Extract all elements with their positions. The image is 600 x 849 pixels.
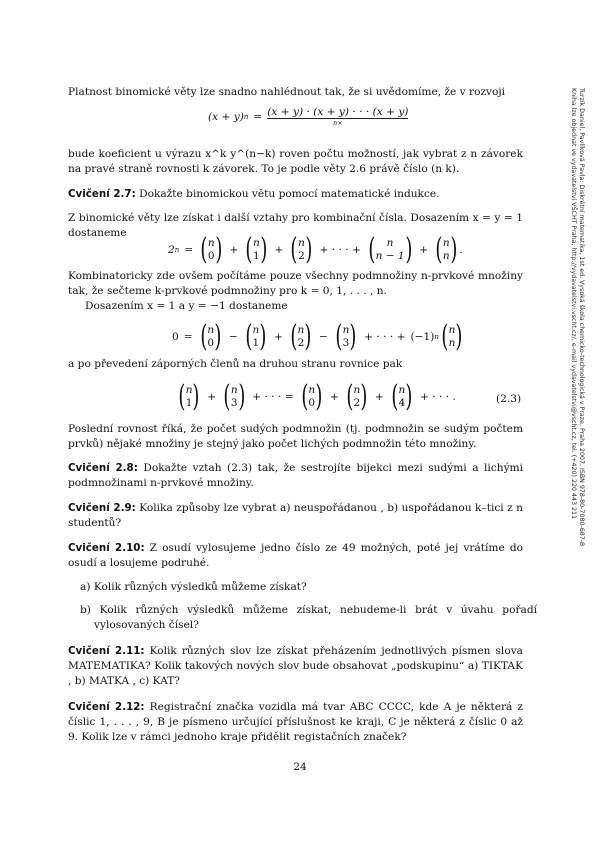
binomial-expansion-equation: (x + y) n = (x + y) · (x + y) · · · (x + y) n× bbox=[208, 106, 409, 127]
eq1-lhs: (x + y) bbox=[208, 111, 244, 123]
exercise-2-12-text: Registrační značka vozidla má tvar ABC CCCC, kde A je některá z číslic 1, . . . , 9, B je písmeno určující příslušnost ke kraji, C je některá z číslic 0 až 9. Kolik lze v rámci jednoho kraje přidělit registačních značek? bbox=[68, 701, 523, 743]
exercise-2-9 bbox=[68, 501, 523, 531]
sidebar-citation: Turzík Daniel, Pavlíková Pavla: Diskrétní matematika, 1st ed. Vysoká škola chemicko-technologická v Praze, Praha 2007. ISBN 978-80-7080-687-8 bbox=[578, 88, 585, 547]
exercise-2-9-text: Kolika způsoby lze vybrat a) neuspořádanou , b) uspořádanou k–tici z n studentů? bbox=[68, 502, 523, 529]
eq2-lhs: 2 bbox=[168, 244, 175, 256]
sum-of-binomials-equation: 2 n = ( n 0 ) + ( n 1 ) + ( n 2 ) + · · · + ( n n − 1 ) + ( n n ) . bbox=[168, 232, 463, 267]
eq1-rhs-product: (x + y) · (x + y) · · · (x + y) bbox=[267, 106, 409, 118]
eq2-lhs-exponent: n bbox=[174, 246, 180, 254]
page-number: 24 bbox=[293, 761, 307, 773]
intro-paragraph: Platnost binomické věty lze snadno nahlédnout tak, že si uvědomíme, že v rozvoji bbox=[68, 86, 506, 98]
exercise-2-8-text: Dokažte vztah (2.3) tak, že sestrojíte bijekci mezi sudými a lichými podmnožinami n-prvkové množiny. bbox=[68, 462, 523, 489]
exercise-2-10 bbox=[68, 541, 523, 571]
exercise-2-11-text: Kolik různých slov lze získat přeházením jednotlivých písmen slova MATEMATIKA? Kolik takových nových slov bude obsahovat „podskupinu“ a) TIKTAK , b) MATKA , c) KAT? bbox=[68, 645, 523, 687]
paragraph-rearrange: a po převedení záporných členů na druhou stranu rovnice pak bbox=[68, 358, 403, 370]
exercise-2-10-text: Z osudí vylosujeme jedno číslo ze 49 možných, poté jej vrátíme do osudí a losujeme podruhé. bbox=[68, 542, 523, 569]
exercise-2-7 bbox=[68, 187, 523, 202]
paragraph-combinatorial: Kombinatoricky zde ovšem počítáme pouze všechny podmnožiny n-prvkové množiny tak, že sečteme k-prvkové podmnožiny pro k = 0, 1, . . . , n. bbox=[68, 270, 523, 297]
exercise-2-10-part-b: b) Kolik různých výsledků můžeme získat, nebudeme-li brát v úvahu pořadí vylosovaných čísel? bbox=[80, 604, 537, 631]
sidebar-order-info: Kniha lze objednat ve vydavatelství VŠCHT Praha, http://vydavatelstvi.vscht.cz/, e-mail vydavatelstvi@vscht.cz, tel. (+420) 220 443 211 bbox=[570, 88, 577, 520]
exercise-2-10-label: Cvičení 2.10: bbox=[68, 542, 145, 554]
alternating-sum-equation: 0 = ( n 0 ) − ( n 1 ) + ( n 2 ) − ( n 3 ) + · · · + (−1) n ( n n ) bbox=[172, 319, 463, 354]
equation-number: (2.3) bbox=[496, 393, 522, 405]
exercise-2-7-label: Cvičení 2.7: bbox=[68, 188, 136, 200]
exercise-2-8-label: Cvičení 2.8: bbox=[68, 462, 138, 474]
publication-sidebar bbox=[569, 88, 585, 548]
eq1-lhs-exponent: n bbox=[243, 113, 249, 121]
paragraph-substitution-1: Z binomické věty lze získat i další vztahy pro kombinační čísla. Dosazením x = y = 1 dostaneme bbox=[68, 212, 523, 239]
exercise-2-7-text: Dokažte binomickou větu pomocí matematické indukce. bbox=[139, 188, 440, 200]
exercise-2-11-label: Cvičení 2.11: bbox=[68, 645, 145, 657]
paragraph-substitution-2: Dosazením x = 1 a y = −1 dostaneme bbox=[85, 300, 288, 312]
eq1-brace-label: n× bbox=[333, 119, 343, 127]
exercise-2-8 bbox=[68, 461, 523, 491]
paragraph-coefficient: bude koeficient u výrazu x^k y^(n−k) roven počtu možností, jak vybrat z n závorek na pravé straně rovnosti k závorek. To je podle věty 2.6 právě číslo (n k). bbox=[68, 148, 523, 175]
exercise-2-10-part-a: a) Kolik různých výsledků můžeme získat? bbox=[80, 581, 307, 593]
paragraph-conclusion: Poslední rovnost říká, že počet sudých podmnožin (tj. podmnožin se sudým počtem prvků) nějaké množiny je stejný jako počet lichých podmnožin této množiny. bbox=[68, 423, 523, 450]
exercise-2-12 bbox=[68, 700, 523, 745]
exercise-2-11 bbox=[68, 644, 523, 689]
odd-even-equation: ( n 1 ) + ( n 3 ) + · · · = ( n 0 ) + ( n 2 ) + ( n 4 ) + · · · . bbox=[178, 379, 456, 414]
exercise-2-12-label: Cvičení 2.12: bbox=[68, 701, 145, 713]
exercise-2-9-label: Cvičení 2.9: bbox=[68, 502, 136, 514]
